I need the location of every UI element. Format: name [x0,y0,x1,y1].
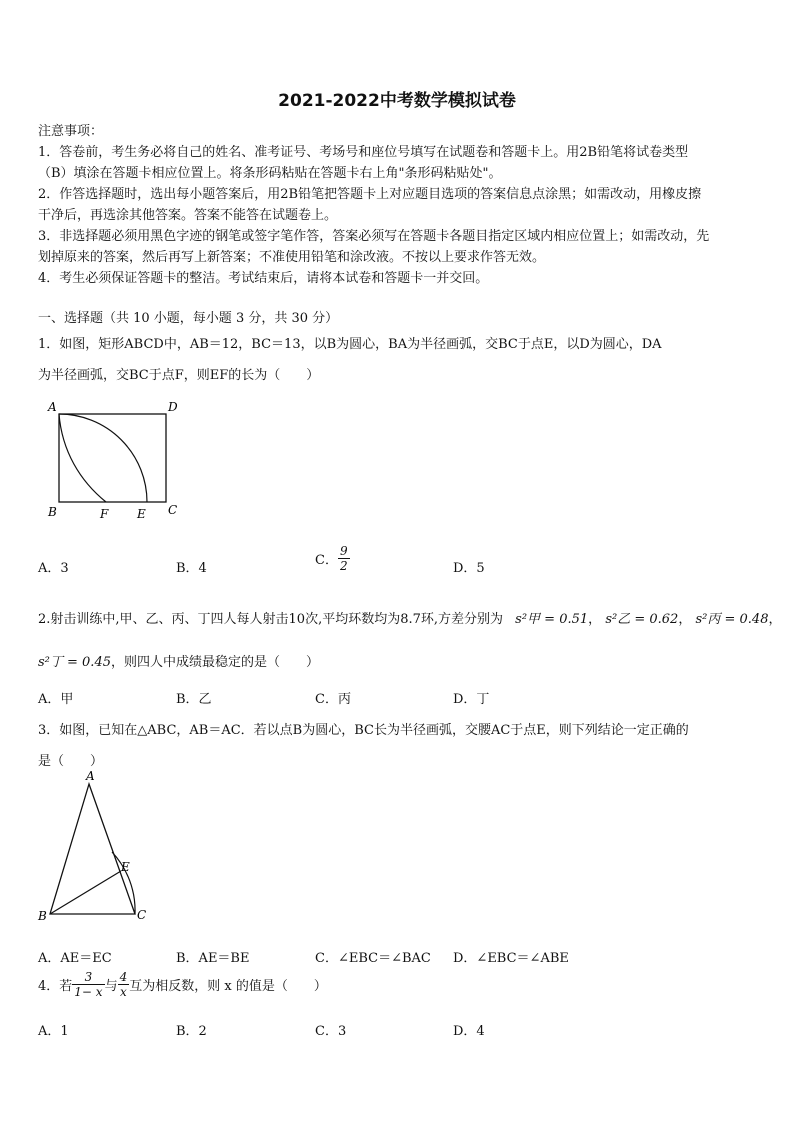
q1-stem-line-2: 为半径画弧，交BC于点F，则EF的长为（ ） [38,368,320,383]
q4-fraction-1-denominator: 1− x [74,985,103,999]
q3-option-c[interactable]: C．∠EBC＝∠BAC [315,951,431,966]
q1-option-c[interactable] [315,544,350,573]
q3-label-a: A [86,769,95,783]
notes-line-5: 3．非选择题必须用黑色字迹的钢笔或签字笔作答，答案必须写在答题卡各题目指定区域内相应位置上；如需改动，先 [38,229,710,244]
q1-option-c-fraction [338,544,350,573]
q2-option-a[interactable]: A．甲 [38,692,74,707]
q3-option-a[interactable]: A．AE＝EC [38,951,112,966]
q4-fraction-1 [72,970,104,999]
q3-label-c: C [137,908,147,922]
q1-label-b: B [48,505,57,519]
q1-label-c: C [168,503,178,517]
q1-label-d: D [168,400,178,414]
q1-label-f: F [100,507,109,521]
q4-fraction-2-denominator: x [120,985,127,999]
q3-stem-line-2: 是（ ） [38,754,104,769]
q2-stem-suffix: ，则四人中成绩最稳定的是（ ） [111,655,320,670]
q3-option-d[interactable]: D．∠EBC＝∠ABE [453,951,569,966]
q1-label-a: A [48,400,57,414]
q4-stem-mid: 与 [104,979,118,994]
q2-stem-prefix: 2.射击训练中,甲、乙、丙、丁四人每人射击10次,平均环数均为8.7环,方差分别为 [38,612,504,627]
q3-option-b[interactable]: B．AE＝BE [176,951,250,966]
q4-option-d[interactable]: D．4 [453,1024,485,1039]
notes-line-4: 干净后，再选涂其他答案。答案不能答在试题卷上。 [38,208,338,223]
q2-option-c[interactable]: C．丙 [315,692,351,707]
q1-option-c-numerator: 9 [339,544,348,558]
q1-option-a[interactable]: A．3 [38,561,69,576]
q2-option-b[interactable]: B．乙 [176,692,212,707]
q3-label-b: B [38,909,47,923]
q1-option-c-denominator: 2 [339,559,348,573]
q1-figure-rectangle [40,396,200,521]
page-title: 2021-2022中考数学模拟试卷 [278,91,516,111]
notes-line-2: （B）填涂在答题卡相应位置上。将条形码粘贴在答题卡右上角"条形码粘贴处"。 [38,166,502,181]
q4-option-c[interactable]: C．3 [315,1024,347,1039]
q2-stem-line-1: 2.射击训练中,甲、乙、丙、丁四人每人射击10次,平均环数均为8.7环,方差分别为 s²甲 = 0.51， s²乙 = 0.62， s²丙 = 0.48， [38,612,782,627]
q4-fraction-2-numerator: 4 [119,970,128,984]
q4-fraction-2 [118,970,130,999]
notes-line-6: 划掉原来的答案，然后再写上新答案；不准使用铅笔和涂改液。不按以上要求作答无效。 [38,250,546,265]
q3-label-e: E [121,860,130,874]
q2-stem-line-2 [38,651,319,670]
q1-option-b[interactable]: B．4 [176,561,207,576]
q1-option-d[interactable]: D．5 [453,561,485,576]
q2-variance-jia: s²甲 = 0.51 [515,612,589,627]
q1-option-c-prefix: C． [315,553,338,568]
q3-stem-line-1: 3．如图，已知在△ABC，AB＝AC．若以点B为圆心，BC长为半径画弧，交腰AC于点E，则下列结论一定正确的 [38,723,689,738]
q1-label-e: E [137,507,146,521]
q4-stem [38,970,327,999]
q4-fraction-1-numerator: 3 [72,970,104,985]
q1-stem-line-1: 1．如图，矩形ABCD中，AB＝12，BC＝13，以B为圆心，BA为半径画弧，交BC于点E，以D为圆心，DA [38,337,662,352]
q4-stem-prefix: 4．若 [38,979,73,994]
notes-line-3: 2．作答选择题时，选出每小题答案后，用2B铅笔把答题卡上对应题目选项的答案信息点涂黑；如需改动，用橡皮擦 [38,187,702,202]
q2-option-d[interactable]: D．丁 [453,692,490,707]
q4-option-a[interactable]: A．1 [38,1024,69,1039]
q4-stem-suffix: 互为相反数，则 x 的值是（ ） [129,979,327,994]
notes-line-1: 1．答卷前，考生务必将自己的姓名、准考证号、考场号和座位号填写在试题卷和答题卡上。用2B铅笔将试卷类型 [38,145,689,160]
q2-variance-yi: s²乙 = 0.62 [605,612,679,627]
q2-variance-ding: s²丁 = 0.45 [38,655,111,670]
section-heading: 一、选择题（共 10 小题，每小题 3 分，共 30 分） [38,311,339,326]
q3-figure-triangle [36,768,161,928]
q4-option-b[interactable]: B．2 [176,1024,207,1039]
q2-variance-bing: s²丙 = 0.48 [695,612,769,627]
notes-heading: 注意事项： [38,124,104,139]
notes-line-7: 4．考生必须保证答题卡的整洁。考试结束后，请将本试卷和答题卡一并交回。 [38,271,489,286]
